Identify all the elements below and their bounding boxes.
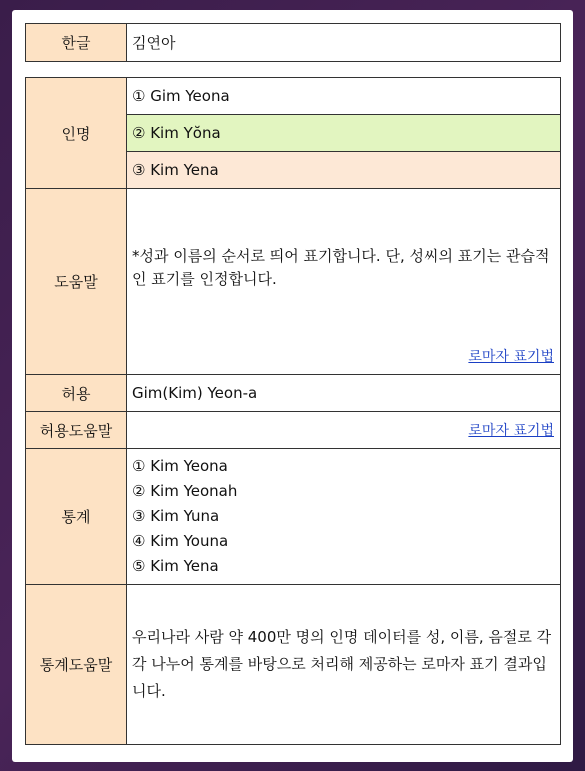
romanization-rules-link[interactable]: 로마자 표기법: [468, 349, 554, 365]
stats-item-2: ② Kim Yeonah: [132, 482, 238, 500]
help-row: [26, 189, 561, 375]
hangul-label: 한글: [26, 24, 127, 62]
result-card: [12, 10, 573, 762]
allowed-label: 허용: [26, 375, 127, 412]
allowed-value: Gim(Kim) Yeon-a: [127, 375, 561, 412]
allowed-help-label: 허용도움말: [26, 412, 127, 449]
allowed-help-cell: [127, 412, 561, 449]
romanization-table: [25, 77, 561, 745]
name-option-2[interactable]: ② Kim Yŏna: [127, 115, 561, 152]
name-option-3[interactable]: ③ Kim Yena: [127, 152, 561, 189]
stats-help-row: [26, 585, 561, 745]
allowed-help-row: [26, 412, 561, 449]
name-option-1[interactable]: ① Gim Yeona: [127, 78, 561, 115]
allowed-romanization-rules-link[interactable]: 로마자 표기법: [468, 423, 554, 439]
stats-item-5: ⑤ Kim Yena: [132, 557, 219, 575]
stats-help-text: 우리나라 사람 약 400만 명의 인명 데이터를 성, 이름, 음절로 각각 나누어 통계를 바탕으로 처리해 제공하는 로마자 표기 결과입니다.: [127, 585, 561, 745]
stats-list: [127, 449, 561, 585]
name-row-1: [26, 78, 561, 115]
stats-item-1: ① Kim Yeona: [132, 457, 228, 475]
help-text: *성과 이름의 순서로 띄어 표기합니다. 단, 성씨의 표기는 관습적인 표기를 인정합니다.: [132, 247, 550, 288]
hangul-row: [26, 24, 561, 62]
help-label: 도움말: [26, 189, 127, 375]
help-cell: [127, 189, 561, 375]
stats-help-label: 통계도움말: [26, 585, 127, 745]
stats-label: 통계: [26, 449, 127, 585]
stats-item-3: ③ Kim Yuna: [132, 507, 220, 525]
stats-item-4: ④ Kim Youna: [132, 532, 229, 550]
hangul-value: 김연아: [127, 24, 561, 62]
hangul-table: [25, 23, 561, 62]
names-label: 인명: [26, 78, 127, 189]
stats-row: [26, 449, 561, 585]
allowed-row: [26, 375, 561, 412]
